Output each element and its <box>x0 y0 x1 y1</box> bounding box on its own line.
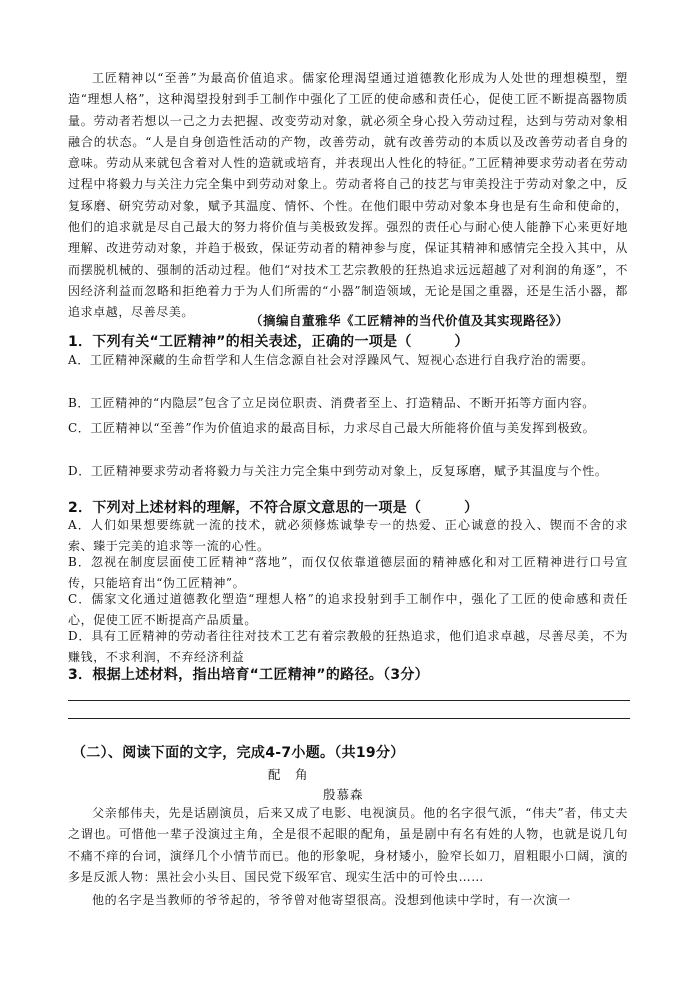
question-1-option-a: A．工匠精神深藏的生命哲学和人生信念源自社会对浮躁风气、短视心态进行自我疗治的需要。 <box>68 353 594 367</box>
answer-line-2[interactable] <box>68 718 630 719</box>
section-2-header: （二）、阅读下面的文字，完成4-7小题。（共19分） <box>72 745 405 761</box>
question-2-option-a: A．人们如果想要练就一流的技术，就必须修炼诚挚专一的热爱、正心诚意的投入、锲而不舍的求索、臻于完美的追求等一流的心性。 <box>68 518 628 554</box>
story-author: 殷慕森 <box>323 787 364 802</box>
question-1-option-c: C．工匠精神以“至善”作为价值追求的最高目标，力求尽自己最大所能将价值与美发挥到极致。 <box>68 421 596 435</box>
question-2-option-b: B．忽视在制度层面使工匠精神“落地”，而仅仅依靠道德层面的精神感化和对工匠精神进行口号宣传，只能培育出“伪工匠精神”。 <box>68 555 628 591</box>
passage-text: 工匠精神以“至善”为最高价值追求。儒家伦理渴望通过道德教化形成为人处世的理想模型，塑造“理想人格”，这种渴望投射到手工制作中强化了工匠的使命感和责任心，促使工匠不断提高器物质量。劳动者若想以一己之力去把握、改变劳动对象，就必须全身心投入劳动过程，达到与劳动对象相融合的状态。“人是自身创造性活动的产物，改善劳动，就有改善劳动的本质以及改善劳动者自身的意味。劳动从来就包含着对人性的造就或培育，并表现出人性化的特征。”工匠精神要求劳动者在劳动过程中将毅力与关注力完全集中到劳动对象上。劳动者将自己的技艺与审美投注于劳动对象之中，反复琢磨、研究劳动对象，赋予其温度、情怀、个性。在他们眼中劳动对象本身也是有生命和使命的，他们的追求就是尽自己最大的努力将价值与美极致发挥。强烈的责任心与耐心使人能静下心来更好地理解、改进劳动对象，并趋于极致，保证劳动者的精神参与度，保证其精神和感情完全投入其中，从而摆脱机械的、强制的活动过程。他们“对技术工艺宗教般的狂热追求远远超越了对利润的角逐”，不因经济利益而忽略和拒绝着力于为人们所需的“小器”制造领域，无论是国之重器，还是生活小器，都追求卓越，尽善尽美。 <box>68 71 628 320</box>
question-3-stem: 3．根据上述材料，指出培育“工匠精神”的路径。（3分） <box>68 667 429 683</box>
passage-source: （摘编自董雅华《工匠精神的当代价值及其实现路径》） <box>250 313 569 328</box>
story-paragraph-1: 父亲郁伟夫，先是话剧演员，后来又成了电影、电视演员。他的名字很气派，“伟夫”者，伟丈夫之谓也。可惜他一辈子没演过主角，全是很不起眼的配角，虽是剧中有名有姓的人物，也就是说几句不痛不痒的台词，演绎几个小情节而已。他的形象呢，身材矮小，脸窄长如刀，眉粗眼小口阔，演的多是反派人物：黑社会小头目、国民党下级军官、现实生活中的可怜虫…… <box>68 806 628 884</box>
question-2-stem: 2．下列对上述材料的理解，不符合原文意思的一项是（ ） <box>68 500 479 516</box>
question-1-option-d: D．工匠精神要求劳动者将毅力与关注力完全集中到劳动对象上，反复琢磨，赋予其温度与个性。 <box>68 464 608 478</box>
story-title: 配 角 <box>268 767 309 782</box>
answer-line-1[interactable] <box>68 700 630 701</box>
question-2-option-c: C．儒家文化通过道德教化塑造“理想人格”的追求投射到手工制作中，强化了工匠的使命感和责任心，促使工匠不断提高产品质量。 <box>68 592 628 628</box>
story-paragraph-2: 他的名字是当教师的爷爷起的，爷爷曾对他寄望很高。没想到他读中学时，有一次演一 <box>92 893 571 907</box>
question-2-option-d: D．具有工匠精神的劳动者往往对技术工艺有着宗教般的狂热追求，他们追求卓越，尽善尽美，不为赚钱，不求利润，不弃经济利益 <box>68 629 628 665</box>
question-1-option-b: B．工匠精神的“内隐层”包含了立足岗位职责、消费者至上、打造精品、不断开拓等方面内容。 <box>68 396 595 410</box>
question-1-stem: 1．下列有关“工匠精神”的相关表述，正确的一项是（ ） <box>68 334 469 350</box>
